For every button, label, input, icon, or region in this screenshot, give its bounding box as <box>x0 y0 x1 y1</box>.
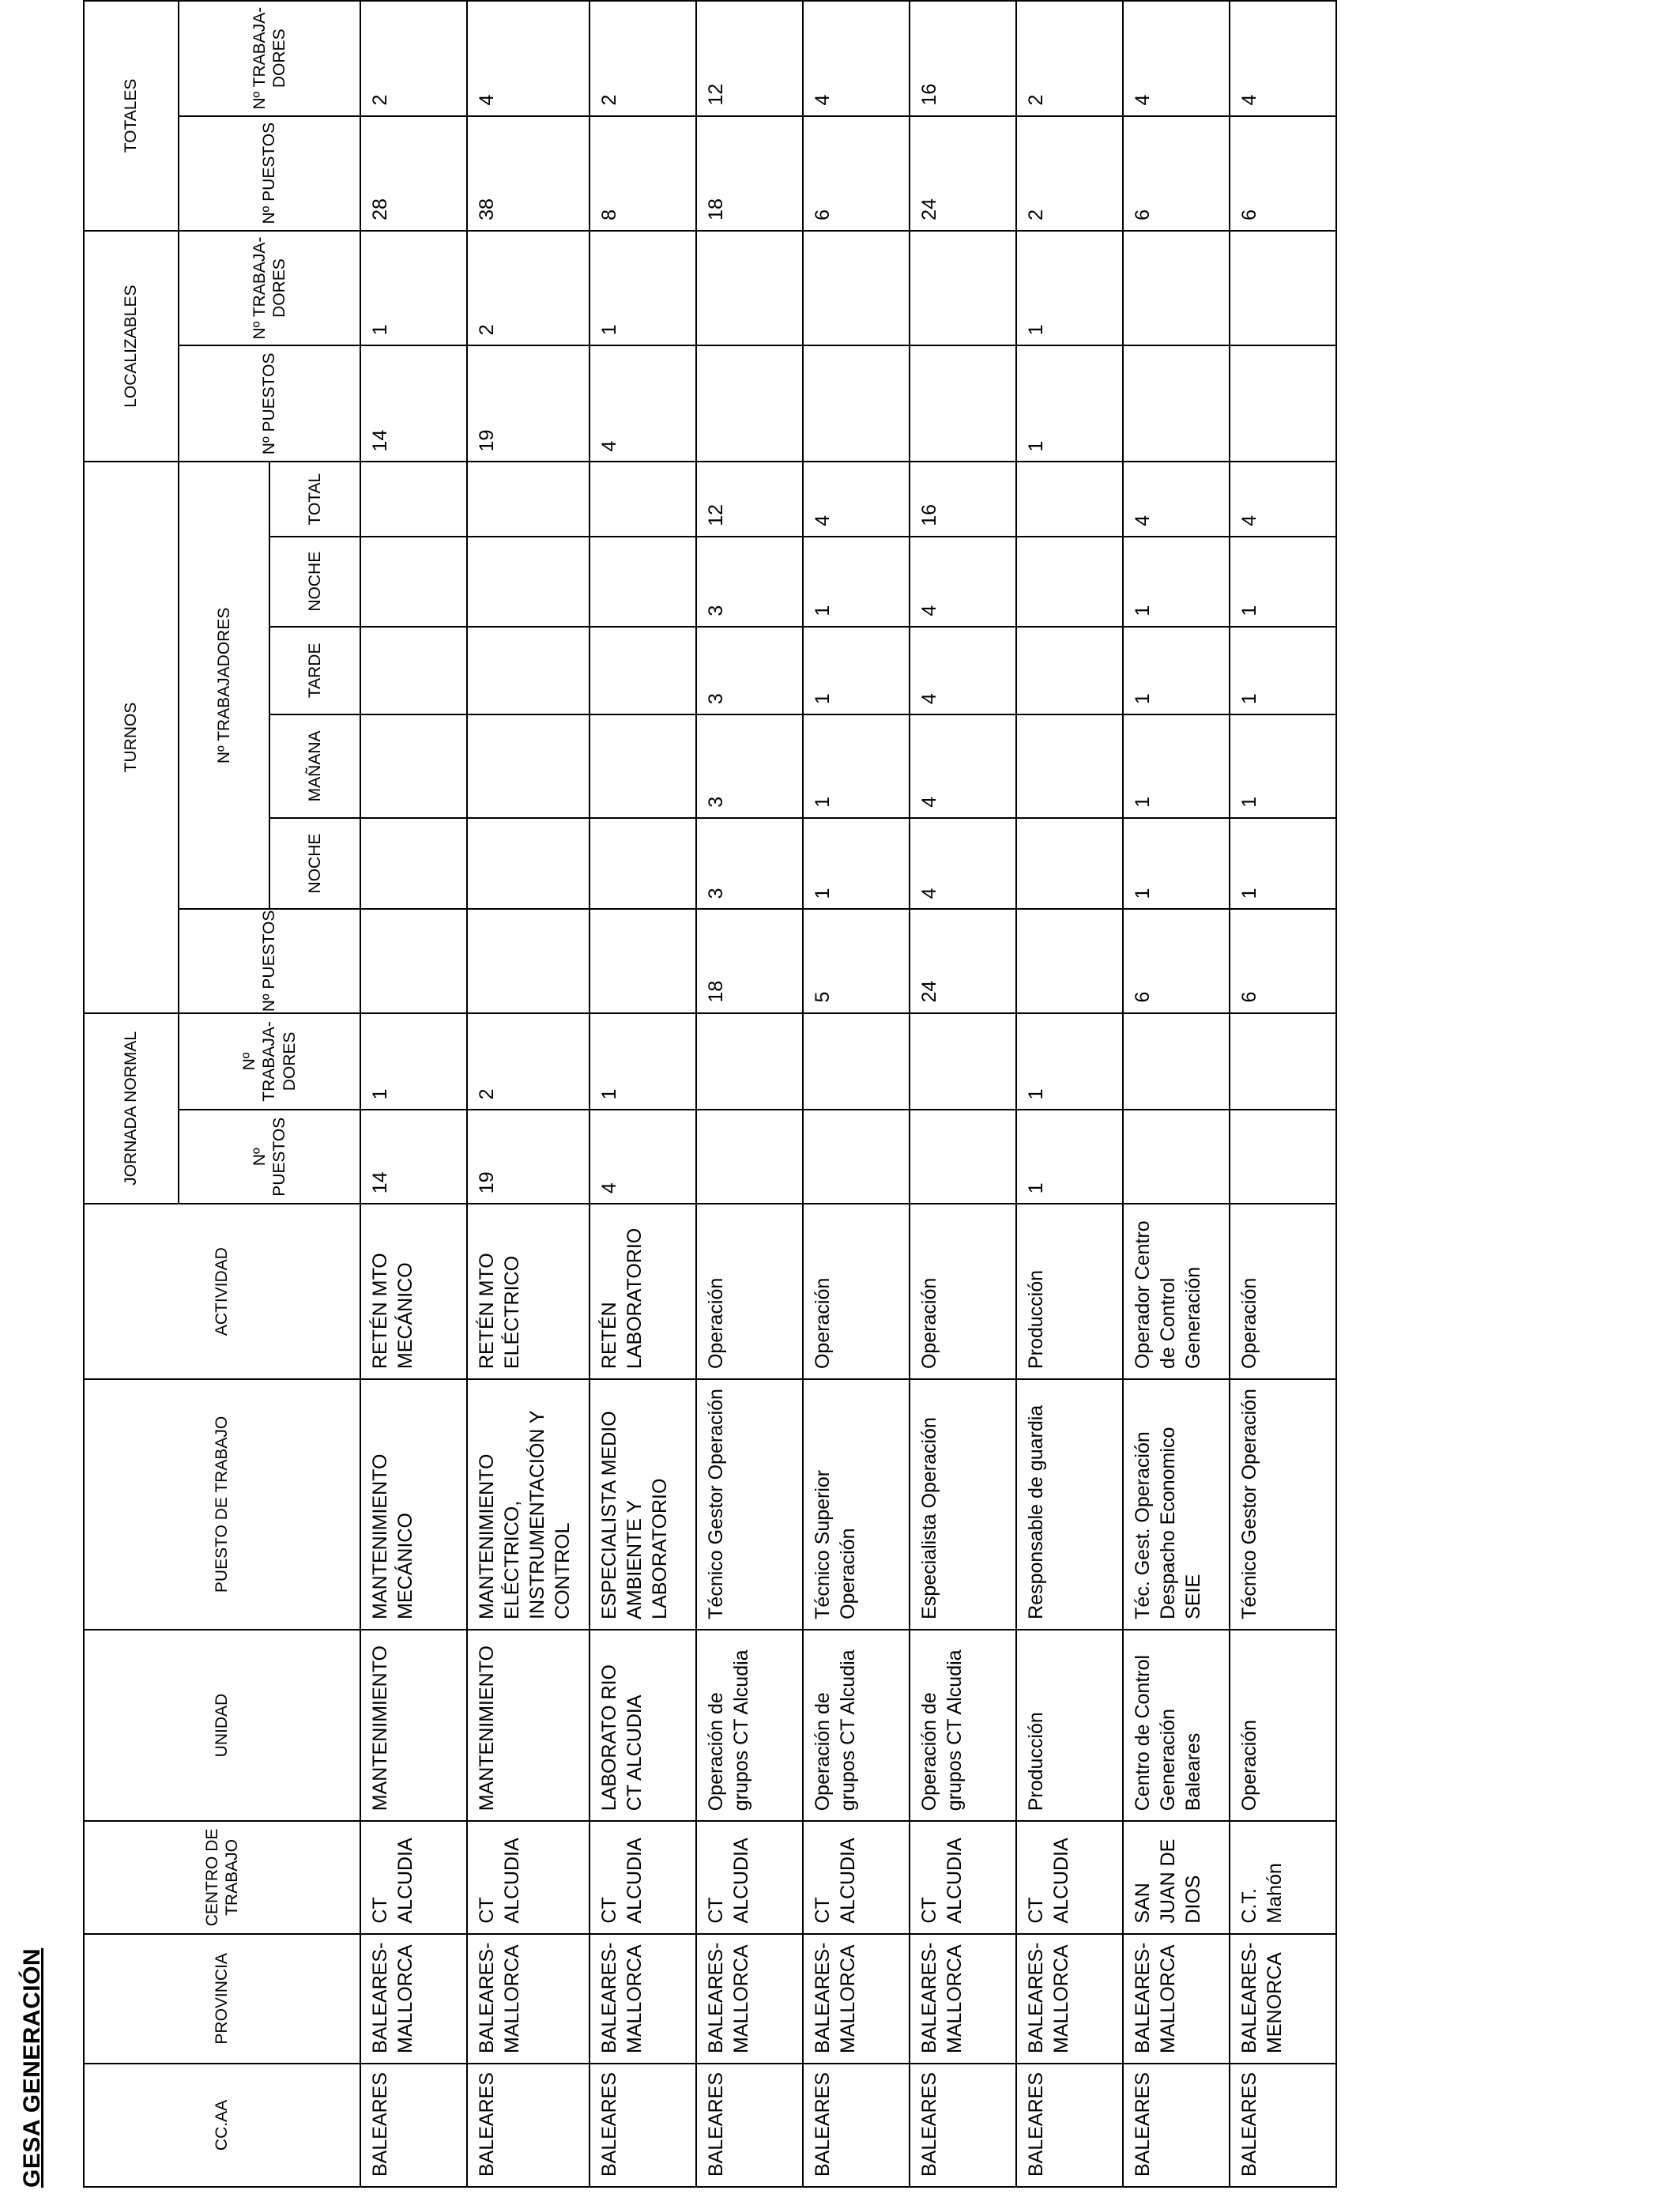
cell-noche <box>1016 537 1123 627</box>
cell-jn-puestos: 14 <box>360 1110 467 1204</box>
cell-noche <box>590 537 696 627</box>
cell-provincia: BALEARES-MALLORCA <box>696 1934 803 2064</box>
cell-tot-puestos: 8 <box>590 116 696 231</box>
cell-actividad: RETÉN MTO MECÁNICO <box>360 1204 467 1379</box>
cell-jn-puestos <box>910 1110 1016 1204</box>
header-loc-trabajadores: Nº TRABAJA-DORES <box>179 231 360 345</box>
cell-turnos-total: 4 <box>803 462 910 536</box>
cell-loc-puestos: 1 <box>1016 345 1123 462</box>
cell-unidad: Operación de grupos CT Alcudia <box>803 1630 910 1821</box>
table-row <box>696 1 803 2187</box>
cell-manana: 1 <box>1123 714 1230 818</box>
header-provincia: PROVINCIA <box>84 1934 360 2064</box>
cell-tot-puestos: 24 <box>910 116 1016 231</box>
cell-manana <box>1016 714 1123 818</box>
cell-provincia: BALEARES-MALLORCA <box>910 1934 1016 2064</box>
cell-jn-puestos <box>1230 1110 1336 1204</box>
header-puesto: PUESTO DE TRABAJO <box>84 1379 360 1630</box>
cell-jn-puestos: 1 <box>1016 1110 1123 1204</box>
cell-turnos-puestos: 5 <box>803 909 910 1012</box>
cell-unidad: MANTENIMIENTO <box>360 1630 467 1821</box>
cell-tot-puestos: 6 <box>1123 116 1230 231</box>
cell-actividad: RETÉN MTO ELÉCTRICO <box>467 1204 590 1379</box>
cell-turnos-total: 16 <box>910 462 1016 536</box>
cell-turnos-total <box>590 462 696 536</box>
cell-noche <box>360 818 467 910</box>
cell-jn-trabajadores <box>910 1013 1016 1110</box>
cell-jn-trabajadores <box>696 1013 803 1110</box>
cell-ccaa: BALEARES <box>1123 2064 1230 2187</box>
cell-jn-trabajadores <box>1230 1013 1336 1110</box>
cell-provincia: BALEARES-MALLORCA <box>590 1934 696 2064</box>
cell-provincia: BALEARES-MALLORCA <box>1016 1934 1123 2064</box>
table-row <box>590 1 696 2187</box>
table-row <box>1123 1 1230 2187</box>
cell-tarde: 1 <box>803 627 910 715</box>
cell-tarde: 3 <box>696 627 803 715</box>
cell-ccaa: BALEARES <box>1230 2064 1336 2187</box>
cell-loc-trabajadores: 2 <box>467 231 590 345</box>
cell-turnos-puestos <box>467 909 590 1012</box>
cell-turnos-puestos <box>360 909 467 1012</box>
cell-jn-puestos: 4 <box>590 1110 696 1204</box>
header-centro: CENTRO DE TRABAJO <box>84 1821 360 1933</box>
header-noche: NOCHE <box>269 818 360 910</box>
cell-actividad: Operación <box>1230 1204 1336 1379</box>
cell-jn-trabajadores: 1 <box>590 1013 696 1110</box>
cell-manana: 1 <box>803 714 910 818</box>
cell-tot-trabajadores: 2 <box>360 1 467 116</box>
cell-noche: 3 <box>696 818 803 910</box>
cell-puesto: Técnico Superior Operación <box>803 1379 910 1630</box>
header-tot-puestos: Nº PUESTOS <box>179 116 360 231</box>
cell-loc-puestos <box>1123 345 1230 462</box>
cell-centro: CT ALCUDIA <box>360 1821 467 1933</box>
cell-noche: 1 <box>803 818 910 910</box>
cell-loc-puestos <box>696 345 803 462</box>
cell-tarde <box>467 627 590 715</box>
header-manana: MAÑANA <box>269 714 360 818</box>
cell-loc-puestos <box>1230 345 1336 462</box>
cell-tarde: 4 <box>910 627 1016 715</box>
cell-centro: CT ALCUDIA <box>467 1821 590 1933</box>
cell-loc-trabajadores <box>1123 231 1230 345</box>
cell-tot-trabajadores: 4 <box>467 1 590 116</box>
cell-manana <box>360 714 467 818</box>
cell-unidad: Operación de grupos CT Alcudia <box>696 1630 803 1821</box>
cell-centro: C.T. Mahón <box>1230 1821 1336 1933</box>
cell-loc-trabajadores: 1 <box>360 231 467 345</box>
cell-loc-puestos <box>910 345 1016 462</box>
header-noche: NOCHE <box>269 537 360 627</box>
cell-centro: CT ALCUDIA <box>910 1821 1016 1933</box>
header-turnos-puestos: Nº PUESTOS <box>179 909 360 1012</box>
cell-noche: 1 <box>1230 537 1336 627</box>
cell-centro: SAN JUAN DE DIOS <box>1123 1821 1230 1933</box>
cell-provincia: BALEARES-MENORCA <box>1230 1934 1336 2064</box>
cell-noche <box>1016 818 1123 910</box>
cell-turnos-total <box>467 462 590 536</box>
header-turnos: TURNOS <box>84 462 179 1012</box>
cell-tarde <box>360 627 467 715</box>
cell-tot-puestos: 6 <box>1230 116 1336 231</box>
header-jornada-normal: JORNADA NORMAL <box>84 1013 179 1204</box>
cell-ccaa: BALEARES <box>1016 2064 1123 2187</box>
cell-loc-puestos: 4 <box>590 345 696 462</box>
cell-ccaa: BALEARES <box>590 2064 696 2187</box>
header-loc-puestos: Nº PUESTOS <box>179 345 360 462</box>
header-tarde: TARDE <box>269 627 360 715</box>
cell-centro: CT ALCUDIA <box>590 1821 696 1933</box>
header-jn-trabajadores: Nº TRABAJA-DORES <box>179 1013 360 1110</box>
staffing-table <box>83 0 1337 2188</box>
cell-noche: 1 <box>1123 537 1230 627</box>
cell-manana <box>590 714 696 818</box>
cell-unidad: Operación <box>1230 1630 1336 1821</box>
cell-tot-trabajadores: 16 <box>910 1 1016 116</box>
cell-unidad: Producción <box>1016 1630 1123 1821</box>
cell-provincia: BALEARES-MALLORCA <box>1123 1934 1230 2064</box>
cell-jn-trabajadores: 1 <box>360 1013 467 1110</box>
header-tot-trabajadores: Nº TRABAJA-DORES <box>179 1 360 116</box>
cell-turnos-total <box>360 462 467 536</box>
cell-loc-trabajadores <box>696 231 803 345</box>
cell-turnos-puestos: 24 <box>910 909 1016 1012</box>
header-unidad: UNIDAD <box>84 1630 360 1821</box>
header-actividad: ACTIVIDAD <box>84 1204 360 1379</box>
table-row <box>467 1 590 2187</box>
cell-provincia: BALEARES-MALLORCA <box>360 1934 467 2064</box>
cell-turnos-puestos: 6 <box>1230 909 1336 1012</box>
cell-provincia: BALEARES-MALLORCA <box>467 1934 590 2064</box>
header-ccaa: CC.AA <box>84 2064 360 2187</box>
cell-noche <box>590 818 696 910</box>
cell-loc-puestos <box>803 345 910 462</box>
cell-tot-trabajadores: 2 <box>590 1 696 116</box>
cell-ccaa: BALEARES <box>910 2064 1016 2187</box>
cell-noche: 3 <box>696 537 803 627</box>
cell-noche <box>467 818 590 910</box>
cell-unidad: LABORATO RIO CT ALCUDIA <box>590 1630 696 1821</box>
cell-manana: 1 <box>1230 714 1336 818</box>
table-row <box>1016 1 1123 2187</box>
cell-actividad: Producción <box>1016 1204 1123 1379</box>
cell-actividad: Operación <box>803 1204 910 1379</box>
cell-noche: 4 <box>910 818 1016 910</box>
cell-unidad: Operación de grupos CT Alcudia <box>910 1630 1016 1821</box>
cell-noche: 1 <box>1230 818 1336 910</box>
cell-noche <box>467 537 590 627</box>
table-row <box>1230 1 1336 2187</box>
cell-turnos-total <box>1016 462 1123 536</box>
cell-centro: CT ALCUDIA <box>696 1821 803 1933</box>
cell-tarde <box>590 627 696 715</box>
cell-manana: 3 <box>696 714 803 818</box>
cell-noche: 1 <box>1123 818 1230 910</box>
cell-provincia: BALEARES-MALLORCA <box>803 1934 910 2064</box>
cell-ccaa: BALEARES <box>803 2064 910 2187</box>
cell-unidad: MANTENIMIENTO <box>467 1630 590 1821</box>
cell-manana <box>467 714 590 818</box>
cell-noche: 4 <box>910 537 1016 627</box>
cell-actividad: RETÉN LABORATORIO <box>590 1204 696 1379</box>
cell-actividad: Operador Centro de Control Generación <box>1123 1204 1230 1379</box>
header-localizables: LOCALIZABLES <box>84 231 179 462</box>
cell-centro: CT ALCUDIA <box>803 1821 910 1933</box>
cell-noche: 1 <box>803 537 910 627</box>
cell-turnos-puestos <box>1016 909 1123 1012</box>
cell-turnos-total: 12 <box>696 462 803 536</box>
cell-turnos-puestos <box>590 909 696 1012</box>
cell-tot-trabajadores: 4 <box>1230 1 1336 116</box>
cell-tot-puestos: 2 <box>1016 116 1123 231</box>
header-totales: TOTALES <box>84 1 179 231</box>
cell-ccaa: BALEARES <box>467 2064 590 2187</box>
cell-manana: 4 <box>910 714 1016 818</box>
cell-jn-puestos <box>803 1110 910 1204</box>
cell-turnos-puestos: 18 <box>696 909 803 1012</box>
table-row <box>803 1 910 2187</box>
cell-tot-puestos: 28 <box>360 116 467 231</box>
cell-puesto: Técnico Gestor Operación <box>696 1379 803 1630</box>
cell-jn-puestos <box>1123 1110 1230 1204</box>
cell-actividad: Operación <box>910 1204 1016 1379</box>
cell-puesto: MANTENIMIENTO ELÉCTRICO, INSTRUMENTACIÓN Y CONTROL <box>467 1379 590 1630</box>
table-row <box>910 1 1016 2187</box>
cell-loc-trabajadores <box>910 231 1016 345</box>
cell-tot-trabajadores: 4 <box>803 1 910 116</box>
cell-jn-trabajadores <box>803 1013 910 1110</box>
cell-actividad: Operación <box>696 1204 803 1379</box>
cell-centro: CT ALCUDIA <box>1016 1821 1123 1933</box>
cell-tot-puestos: 38 <box>467 116 590 231</box>
cell-loc-puestos: 14 <box>360 345 467 462</box>
header-total: TOTAL <box>269 462 360 536</box>
cell-tarde: 1 <box>1230 627 1336 715</box>
cell-jn-puestos <box>696 1110 803 1204</box>
cell-loc-trabajadores <box>1230 231 1336 345</box>
cell-puesto: Técnico Gestor Operación <box>1230 1379 1336 1630</box>
page-title: GESA GENERACIÓN <box>19 1947 45 2188</box>
cell-tarde: 1 <box>1123 627 1230 715</box>
cell-jn-trabajadores: 2 <box>467 1013 590 1110</box>
cell-puesto: MANTENIMIENTO MECÁNICO <box>360 1379 467 1630</box>
cell-jn-trabajadores <box>1123 1013 1230 1110</box>
cell-loc-puestos: 19 <box>467 345 590 462</box>
cell-turnos-total: 4 <box>1123 462 1230 536</box>
cell-ccaa: BALEARES <box>696 2064 803 2187</box>
cell-jn-puestos: 19 <box>467 1110 590 1204</box>
cell-turnos-total: 4 <box>1230 462 1336 536</box>
cell-noche <box>360 537 467 627</box>
cell-turnos-puestos: 6 <box>1123 909 1230 1012</box>
cell-tot-trabajadores: 12 <box>696 1 803 116</box>
cell-loc-trabajadores <box>803 231 910 345</box>
header-jn-puestos: Nº PUESTOS <box>179 1110 360 1204</box>
cell-puesto: Especialista Operación <box>910 1379 1016 1630</box>
cell-jn-trabajadores: 1 <box>1016 1013 1123 1110</box>
cell-tot-puestos: 18 <box>696 116 803 231</box>
header-turnos-trabajadores: Nº TRABAJADORES <box>179 462 269 909</box>
cell-tarde <box>1016 627 1123 715</box>
cell-puesto: Téc. Gest. Operación Despacho Economico SEIE <box>1123 1379 1230 1630</box>
cell-puesto: ESPECIALISTA MEDIO AMBIENTE Y LABORATORIO <box>590 1379 696 1630</box>
cell-puesto: Responsable de guardia <box>1016 1379 1123 1630</box>
cell-loc-trabajadores: 1 <box>1016 231 1123 345</box>
cell-loc-trabajadores: 1 <box>590 231 696 345</box>
cell-ccaa: BALEARES <box>360 2064 467 2187</box>
cell-tot-puestos: 6 <box>803 116 910 231</box>
cell-tot-trabajadores: 2 <box>1016 1 1123 116</box>
cell-tot-trabajadores: 4 <box>1123 1 1230 116</box>
table-row <box>360 1 467 2187</box>
cell-unidad: Centro de Control Generación Baleares <box>1123 1630 1230 1821</box>
